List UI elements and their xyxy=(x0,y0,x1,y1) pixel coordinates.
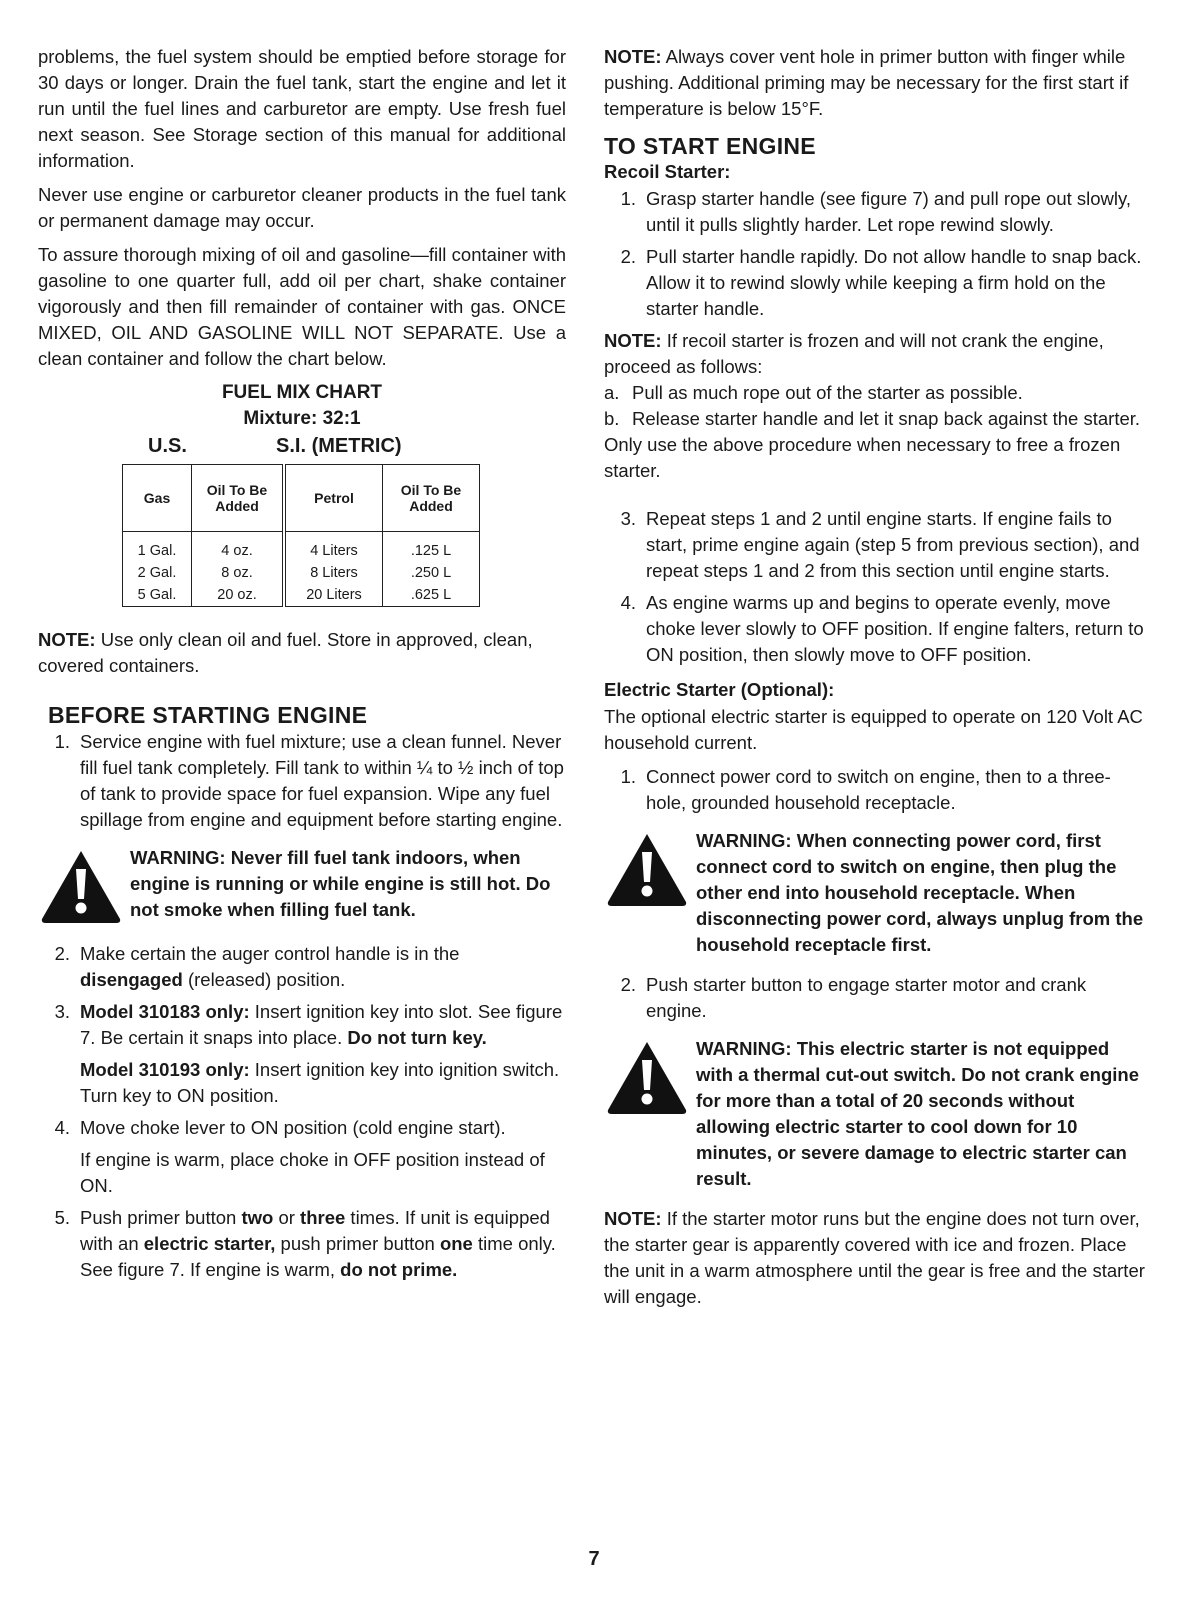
warning-thermal-cutout xyxy=(604,1036,1150,1192)
list-item xyxy=(604,186,1150,238)
item-text: Move choke lever to ON position (cold engine start). xyxy=(80,1117,506,1138)
list-item xyxy=(38,1115,566,1141)
item-number: 1. xyxy=(620,188,636,209)
primer-note xyxy=(604,44,1150,122)
warning-triangle-icon xyxy=(38,847,130,927)
item-text: Pull as much rope out of the starter as possible. xyxy=(632,382,1023,403)
electric-list xyxy=(604,764,1150,816)
text-run: push primer button xyxy=(275,1233,440,1254)
item-number: 3. xyxy=(54,1001,70,1022)
text-run: or xyxy=(273,1207,301,1228)
item-letter: a. xyxy=(604,382,620,403)
cleaner-paragraph: Never use engine or carburetor cleaner products in the fuel tank or permanent damage may occur. xyxy=(38,184,566,231)
text-run: Insert ignition key into slot. See figure 7. Be certain it snaps into place. xyxy=(80,1001,563,1048)
table-header-gas: Gas xyxy=(123,465,192,532)
list-item xyxy=(604,244,1150,322)
warning-text: WARNING: This electric starter is not equipped with a thermal cut-out switch. Do not crank engine for more than a total of 20 seconds without allowing electric starter to cool down for 10 minutes, or severe damage to electric starter can result. xyxy=(696,1038,1140,1189)
us-label: U.S. xyxy=(148,435,187,457)
table-row xyxy=(123,532,480,563)
list-item xyxy=(38,1205,566,1283)
item-text: Repeat steps 1 and 2 until engine starts. If engine fails to start, prime engine again (step 5 from previous section), and repeat steps 1 and 2 from this section until engine starts. xyxy=(646,508,1140,581)
item-number: 2. xyxy=(620,246,636,267)
text-run: Insert ignition key into ignition switch. Turn key to ON position. xyxy=(80,1059,560,1106)
table-cell: .625 L xyxy=(410,587,452,603)
warning-triangle-icon xyxy=(604,1038,696,1118)
bold-run: disengaged xyxy=(80,969,183,990)
bold-run: Do not turn key. xyxy=(347,1027,487,1048)
electric-starter-heading: Electric Starter (Optional): xyxy=(604,679,835,700)
recoil-list-continued xyxy=(604,506,1150,668)
recoil-list xyxy=(604,186,1150,322)
before-starting-list-continued xyxy=(38,941,566,1283)
table-cell: 2 Gal. xyxy=(123,562,192,584)
note-text: Always cover vent hole in primer button with finger while pushing. Additional priming may be necessary for the first start if temperature is below 15°F. xyxy=(604,46,1129,119)
mixing-paragraph: To assure thorough mixing of oil and gasoline—fill container with gasoline to one quarter full, add oil per chart, shake container vigorously and then fill remainder of container with gas. ONCE MIXED, OIL AND GASOLINE WILL NOT SEPARATE. Use a clean container and follow the chart below. xyxy=(38,244,566,369)
item-text: Push starter button to engage starter motor and crank engine. xyxy=(646,974,1087,1021)
item-letter: b. xyxy=(604,408,620,429)
note-label: NOTE: xyxy=(38,629,96,650)
bold-run: one xyxy=(439,1233,473,1254)
list-item xyxy=(38,941,566,993)
item-text xyxy=(80,941,566,993)
item-number: 5. xyxy=(54,1207,70,1228)
only-use-paragraph: Only use the above procedure when necessary to free a frozen starter. xyxy=(604,434,1121,481)
item-number: 1. xyxy=(620,766,636,787)
to-start-heading: TO START ENGINE xyxy=(604,133,816,159)
note-text: If recoil starter is frozen and will not crank the engine, proceed as follows: xyxy=(604,330,1104,377)
item-number: 4. xyxy=(620,592,636,613)
warning-power-cord xyxy=(604,828,1150,958)
list-item xyxy=(604,764,1150,816)
frozen-note xyxy=(604,328,1150,380)
text-run: Make certain the auger control handle is in the xyxy=(80,943,460,964)
item-text xyxy=(80,1205,566,1283)
table-header-row xyxy=(123,465,480,532)
table-cell: 20 Liters xyxy=(284,584,383,607)
item-text: Service engine with fuel mixture; use a clean funnel. Never fill fuel tank completely. Fill tank to within ¼ to ½ inch of top of tank to provide space for fuel expansion. Wipe any fuel spillage from engine and equipment before starting engine. xyxy=(80,731,564,830)
right-column xyxy=(604,44,1150,1318)
item-text: As engine warms up and begins to operate evenly, move choke lever slowly to OFF position. If engine falters, return to ON position, then slowly move to OFF position. xyxy=(646,592,1144,665)
si-label: S.I. (METRIC) xyxy=(276,435,402,457)
table-cell: .250 L xyxy=(410,565,452,581)
list-item xyxy=(604,590,1150,668)
table-cell: 4 oz. xyxy=(192,532,285,563)
table-cell: 5 Gal. xyxy=(123,584,192,607)
text-run: times. If unit is equipped with an xyxy=(80,1207,550,1254)
note-label: NOTE: xyxy=(604,1208,662,1229)
table-header-petrol: Petrol xyxy=(284,465,383,532)
item-number: 3. xyxy=(620,508,636,529)
bold-run: three xyxy=(300,1207,346,1228)
left-column xyxy=(38,44,566,1289)
frozen-gear-note xyxy=(604,1206,1150,1310)
page-number: 7 xyxy=(588,1548,600,1570)
item-text: Release starter handle and let it snap back against the starter. xyxy=(632,408,1141,429)
item-text xyxy=(80,999,566,1051)
table-cell: .125 L xyxy=(410,543,452,559)
item-number: 2. xyxy=(54,943,70,964)
note-text: If the starter motor runs but the engine does not turn over, the starter gear is apparently covered with ice and frozen. Place the unit in a warm atmosphere until the gear is free and the starter will engage. xyxy=(604,1208,1145,1307)
recoil-starter-heading: Recoil Starter: xyxy=(604,161,731,182)
list-item xyxy=(604,972,1150,1024)
chart-units xyxy=(148,432,566,460)
text-run: Push primer button xyxy=(80,1207,242,1228)
list-item xyxy=(38,999,566,1051)
warning-triangle-icon xyxy=(604,830,696,910)
table-cell: 20 oz. xyxy=(192,584,285,607)
table-header-oil-metric: Oil To Be Added xyxy=(383,465,480,532)
text-run: time only. See figure 7. If engine is warm, xyxy=(80,1233,556,1280)
item-text: Grasp starter handle (see figure 7) and pull rope out slowly, until it pulls slightly harder. Let rope rewind slowly. xyxy=(646,188,1132,235)
before-starting-list xyxy=(38,729,566,833)
bold-run: Model 310193 only: xyxy=(80,1059,250,1080)
fuel-mix-table xyxy=(122,464,480,607)
list-item-continuation: If engine is warm, place choke in OFF position instead of ON. xyxy=(80,1149,545,1196)
note-label: NOTE: xyxy=(604,46,662,67)
note-label: NOTE: xyxy=(604,330,662,351)
warning-fuel-indoors xyxy=(38,845,566,927)
bold-run: Model 310183 only: xyxy=(80,1001,250,1022)
list-item-continuation xyxy=(80,1057,566,1109)
text-run: (released) position. xyxy=(182,969,346,990)
intro-paragraph: problems, the fuel system should be emptied before storage for 30 days or longer. Drain the fuel tank, start the engine and let it run until the fuel lines and carburetor are empty. Use fresh fuel next season. See Storage section of this manual for additional information. xyxy=(38,46,566,171)
electric-paragraph: The optional electric starter is equipped to operate on 120 Volt AC household current. xyxy=(604,706,1143,753)
item-text: Pull starter handle rapidly. Do not allow handle to snap back. Allow it to rewind slowly while keeping a firm hold on the starter handle. xyxy=(646,246,1142,319)
bold-run: two xyxy=(241,1207,274,1228)
list-item xyxy=(604,380,1150,406)
table-cell: 1 Gal. xyxy=(123,532,192,563)
bold-run: do not prime. xyxy=(340,1259,458,1280)
item-text: Connect power cord to switch on engine, then to a three-hole, grounded household receptacle. xyxy=(646,766,1111,813)
clean-fuel-note xyxy=(38,627,566,679)
list-item xyxy=(604,406,1150,432)
chart-title: FUEL MIX CHART xyxy=(221,382,383,403)
table-cell: 4 Liters xyxy=(284,532,383,563)
warning-text: WARNING: When connecting power cord, first connect cord to switch on engine, then plug the other end into household receptacle. When disconnecting power cord, always unplug from the household receptacle first. xyxy=(696,830,1144,955)
item-number: 4. xyxy=(54,1117,70,1138)
item-number: 1. xyxy=(54,731,70,752)
table-header-oil-us: Oil To Be Added xyxy=(192,465,285,532)
before-starting-heading: BEFORE STARTING ENGINE xyxy=(48,702,368,728)
table-row xyxy=(123,584,480,607)
chart-mixture: Mixture: 32:1 xyxy=(243,408,361,429)
table-cell: 8 Liters xyxy=(284,562,383,584)
electric-list-continued xyxy=(604,972,1150,1024)
list-item xyxy=(38,729,566,833)
table-cell: 8 oz. xyxy=(192,562,285,584)
table-row xyxy=(123,562,480,584)
note-text: Use only clean oil and fuel. Store in approved, clean, covered containers. xyxy=(38,629,533,676)
warning-text: WARNING: Never fill fuel tank indoors, when engine is running or while engine is still hot. Do not smoke when filling fuel tank. xyxy=(130,847,551,920)
list-item xyxy=(604,506,1150,584)
item-number: 2. xyxy=(620,974,636,995)
bold-run: electric starter, xyxy=(143,1233,276,1254)
